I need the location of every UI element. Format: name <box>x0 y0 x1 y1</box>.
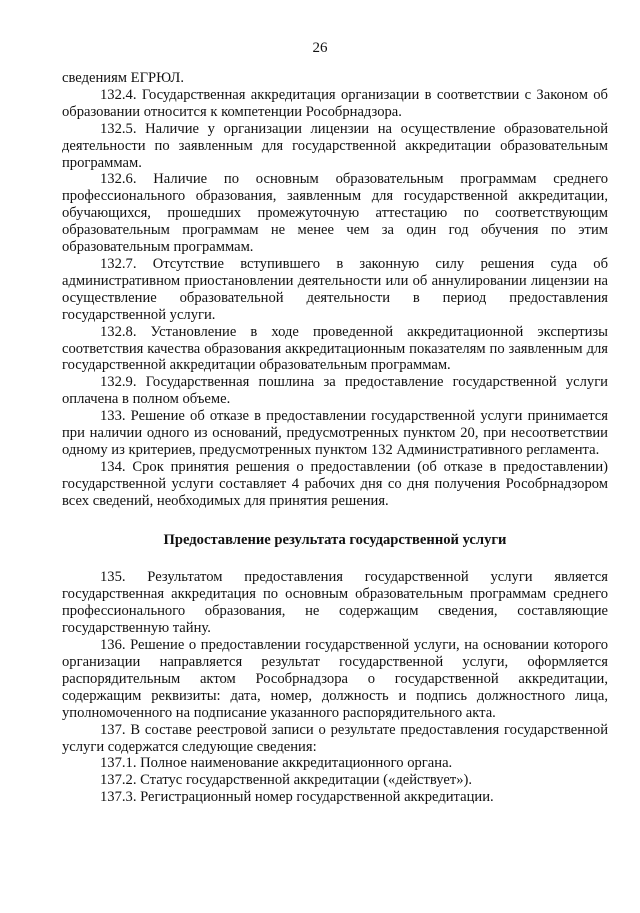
paragraph: сведениям ЕГРЮЛ. <box>62 70 184 86</box>
paragraph-134: 134. Срок принятия решения о предоставлении (об отказе в предоставлении) государственной услуги составляет 4 рабочих дня со дня получения Рособрнадзором всех сведений, необходимых для принятия решения. <box>62 458 608 509</box>
paragraph-132-4: 132.4. Государственная аккредитация организации в соответствии с Законом об образовании относится к компетенции Рособрнадзора. <box>62 86 608 120</box>
paragraph-133: 133. Решение об отказе в предоставлении государственной услуги принимается при наличии одного из оснований, предусмотренных пунктом 20, при несоответствии одному из критериев, предусмотренных пунктом 132 Административного регламента. <box>62 408 608 458</box>
paragraph-132-6: 132.6. Наличие по основным образовательным программам среднего профессионального образования, заявленным для государственной аккредитации, обучающихся, прошедших промежуточную аттестацию по соответствующим образовательным программам не менее чем за один год обучения по этим образовательным программам. <box>62 171 608 256</box>
paragraph-137-2: 137.2. Статус государственной аккредитации («действует»). <box>100 772 473 789</box>
paragraph-137: 137. В составе реестровой записи о результате предоставления государственной услуги содержатся следующие сведения: <box>62 721 608 755</box>
paragraph-132-5: 132.5. Наличие у организации лицензии на осуществление образовательной деятельности по заявленным для государственной аккредитации образовательным программам. <box>62 120 608 171</box>
paragraph-132-8: 132.8. Установление в ходе проведенной аккредитационной экспертизы соответствия качества образования аккредитационным показателям по заявленным для государственной аккредитации образовательным программам. <box>62 323 608 374</box>
paragraph-137-1: 137.1. Полное наименование аккредитационного органа. <box>100 755 453 772</box>
paragraph-132-7: 132.7. Отсутствие вступившего в законную силу решения суда об административном приостановлении деятельности или об аннулировании лицензии на осуществление образовательной деятельности в период предоставления государственной услуги. <box>62 255 608 323</box>
paragraph-135: 135. Результатом предоставления государственной услуги является государственная аккредитация по основным образовательным программам среднего профессионального образования, не содержащим сведения, составляющие государственную тайну. <box>62 569 608 637</box>
paragraph-137-3: 137.3. Регистрационный номер государственной аккредитации. <box>100 789 494 806</box>
paragraph-132-9: 132.9. Государственная пошлина за предоставление государственной услуги оплачена в полном объеме. <box>62 374 608 408</box>
page-number: 26 <box>312 40 328 56</box>
document-body <box>62 70 608 806</box>
section-heading: Предоставление результата государственной услуги <box>163 531 507 548</box>
paragraph-136: 136. Решение о предоставлении государственной услуги, на основании которого организации направляется результат государственной услуги, оформляется распорядительным актом Рособрнадзора о государственной аккредитации, содержащим реквизиты: дата, номер, должность и подпись должностного лица, уполномоченного на подписание указанного распорядительного акта. <box>62 637 608 721</box>
